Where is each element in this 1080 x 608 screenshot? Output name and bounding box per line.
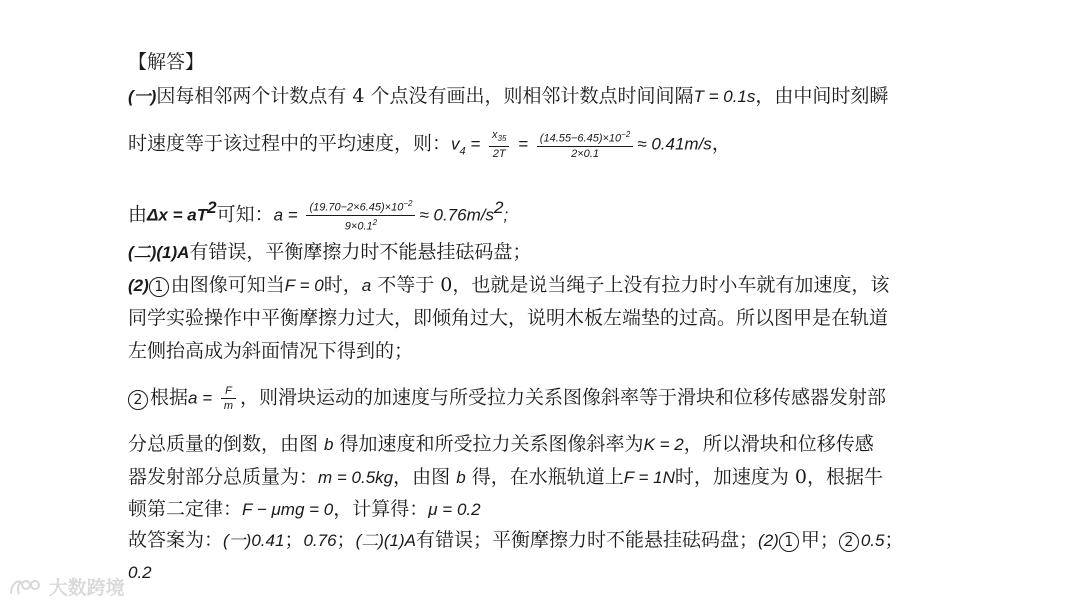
circled-number-1: 1	[779, 532, 799, 552]
solution-line-2: 时速度等于该过程中的平均速度，则：$v_4$ = $\frac{x_{35}}{2T}$ = $\frac{(14.55-6.45)\times 10^{-2}}{2\times 0.1}$ ≈ 0.41m/s，	[128, 129, 731, 161]
fraction-x35-over-2t: $\frac{x_{35}}{2T}$	[489, 128, 509, 161]
solution-line-6: 同学实验操作中平衡摩擦力过大，即倾角过大，说明木板左端垫的过高。所以图甲是在轨道	[128, 307, 889, 329]
solution-line-4: (二)(1)A有错误，平衡摩擦力时不能悬挂砝码盘；	[128, 241, 532, 263]
solution-heading: 【解答】	[128, 51, 205, 73]
fraction-velocity-value: $\frac{(14.55-6.45)\times 10^{-2}}{2\times 0.1}$	[537, 128, 633, 161]
solution-line-5: (2) 1 由图像可知当F = 0时，a 不等于 0，也就是说当绳子上没有拉力时小车就有加速度，该	[128, 274, 890, 296]
solution-line-1: (一)因每相邻两个计数点有 4 个点没有画出，则相邻计数点时间间隔T = 0.1s，由中间时刻瞬	[128, 85, 889, 107]
solution-line-13: 0.2	[128, 563, 152, 582]
solution-line-9: 分总质量的倒数，由图 b 得加速度和所受拉力关系图像斜率为K = 2，所以滑块和位移传感	[128, 433, 874, 455]
solution-line-8: 2 根据a = $\frac{F}{m}$ ，则滑块运动的加速度与所受拉力关系图像斜率等于滑块和位移传感器发射部	[128, 384, 886, 413]
watermark: 大数跨境	[8, 573, 125, 600]
fraction-acceleration-value: $\frac{(19.70-2\times 6.45)\times 10^{-2}}{9\times 0.1^2}$	[306, 197, 415, 233]
circled-number-1: 1	[149, 277, 169, 297]
solution-line-12: 故答案为：(一)0.41；0.76；(二)(1)A有错误；平衡摩擦力时不能悬挂砝码盘；(2) 1 甲； 2 0.5；	[128, 529, 904, 551]
solution-line-11: 顿第二定律：F − μmg = 0，计算得：μ = 0.2	[128, 498, 481, 520]
solution-line-3: 由$\Delta x = aT^2$可知：a = $\frac{(19.70-2\times 6.45)\times 10^{-2}}{9\times 0.1^2}$ ≈ $0.76m/s^2$;	[128, 198, 509, 233]
solution-line-10: 器发射部分总质量为：m = 0.5kg，由图 b 得，在水瓶轨道上F = 1N时，加速度为 0，根据牛	[128, 466, 884, 488]
watermark-logo-icon	[8, 576, 42, 598]
solution-line-7: 左侧抬高成为斜面情况下得到的；	[128, 340, 414, 362]
circled-number-2: 2	[839, 532, 859, 552]
fraction-f-over-m: $\frac{F}{m}$	[221, 384, 236, 413]
circled-number-2: 2	[128, 390, 148, 410]
